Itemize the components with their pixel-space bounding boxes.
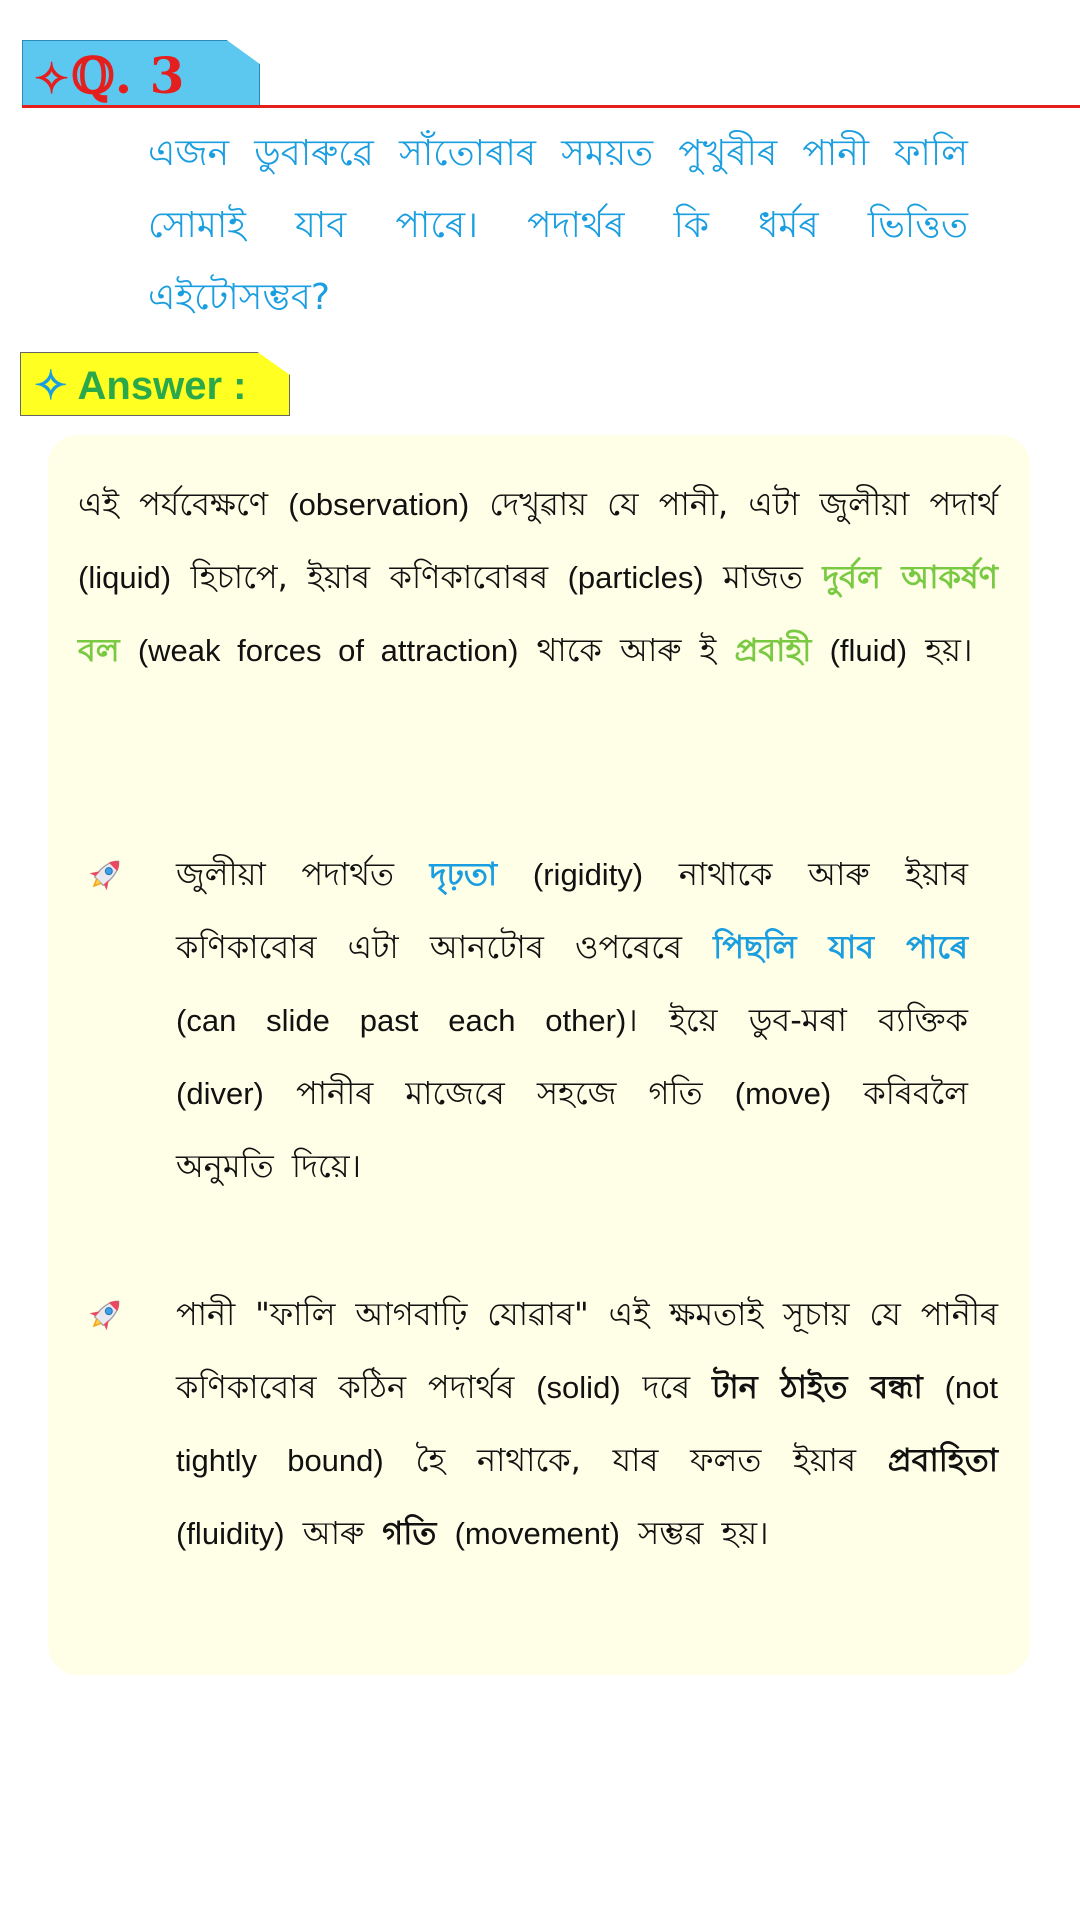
answer-label: Answer : xyxy=(77,364,247,408)
question-text: এজন ডুবাৰুৱে সাঁতোৰাৰ সময়ত পুখুৰীৰ পানী ফালি সোমাই যাব পাৰে। পদাৰ্থৰ কি ধৰ্মৰ ভিত্তিত এইটোসম্ভব? xyxy=(148,133,968,318)
highlight-not-tightly-bound: টান ঠাইত বন্ধা xyxy=(711,1368,923,1406)
sparkle-icon: ✧ xyxy=(34,54,70,103)
highlight-rigidity: দৃঢ়তা xyxy=(429,855,498,893)
rocket-icon xyxy=(84,852,128,896)
question-label: ℚ. 3 xyxy=(71,46,185,105)
rocket-icon xyxy=(84,1292,128,1336)
answer-paragraph-3: পানী "ফালি আগবাঢ়ি যোৱাৰ" এই ক্ষমতাই সূচায় যে পানীৰ কণিকাবোৰ কঠিন পদাৰ্থৰ (solid) দৰে টান ঠাইত বন্ধা (not tightly bound) হৈ নাথাকে, যাৰ ফলত ইয়াৰ প্ৰবাহিতা (fluidity) আৰু গতি (movement) সম্ভৱ হয়। xyxy=(176,1295,998,1552)
highlight-weak-forces: দুৰ্বল আকৰ্ষণ বল xyxy=(78,558,998,669)
answer-heading xyxy=(34,356,246,416)
sparkle-icon: ✧ xyxy=(34,364,68,408)
question-number xyxy=(34,46,184,106)
highlight-fluid: প্ৰবাহী xyxy=(734,631,812,669)
question-underline xyxy=(22,105,1080,108)
highlight-movement: গতি xyxy=(382,1514,437,1552)
answer-paragraph-2: জুলীয়া পদাৰ্থত দৃঢ়তা (rigidity) নাথাকে আৰু ইয়াৰ কণিকাবোৰ এটা আনটোৰ ওপৰেৰে পিছলি যাব পাৰে (can slide past each other)। ইয়ে ডুব-মৰা ব্যক্তিক (diver) পানীৰ মাজেৰে সহজে গতি (move) কৰিবলৈ অনুমতি দিয়ে। xyxy=(176,855,969,1185)
highlight-fluidity: প্ৰবাহিতা xyxy=(887,1441,998,1479)
highlight-slide: পিছলি যাব পাৰে xyxy=(713,928,968,966)
answer-paragraph-1: এই পৰ্যবেক্ষণে (observation) দেখুৱায় যে পানী, এটা জুলীয়া পদাৰ্থ (liquid) হিচাপে, ইয়াৰ কণিকাবোৰৰ (particles) মাজত দুৰ্বল আকৰ্ষণ বল (weak forces of attraction) থাকে আৰু ই প্ৰবাহী (fluid) হয়। xyxy=(78,485,998,669)
